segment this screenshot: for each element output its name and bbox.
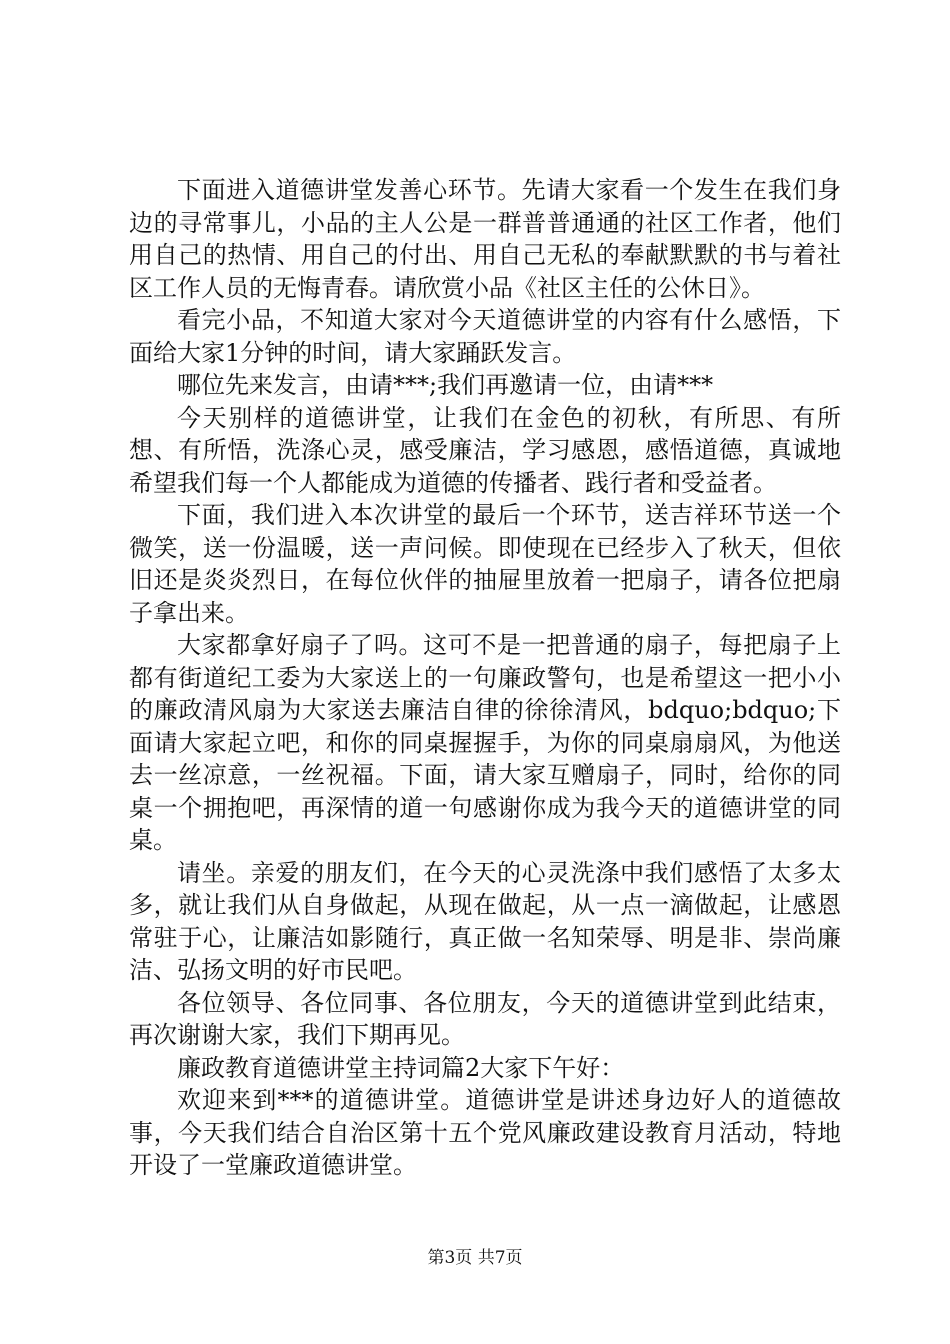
paragraph: 请坐。亲爱的朋友们，在今天的心灵洗涤中我们感悟了太多太多，就让我们从自身做起，从现在做起，从一点一滴做起，让感恩常驻于心，让廉洁如影随行，真正做一名知荣辱、明是非、崇尚廉洁、弘扬文明的好市民吧。 xyxy=(129,858,841,984)
paragraph: 下面，我们进入本次讲堂的最后一个环节，送吉祥环节送一个微笑，送一份温暖，送一声问候。即使现在已经步入了秋天，但依旧还是炎炎烈日，在每位伙伴的抽屉里放着一把扇子，请各位把扇子拿出来。 xyxy=(129,501,841,627)
paragraph: 看完小品，不知道大家对今天道德讲堂的内容有什么感悟，下面给大家1分钟的时间，请大家踊跃发言。 xyxy=(129,306,841,367)
paragraph: 廉政教育道德讲堂主持词篇2大家下午好： xyxy=(177,1053,625,1082)
paragraph: 欢迎来到***的道德讲堂。道德讲堂是讲述身边好人的道德故事，今天我们结合自治区第十五个党风廉政建设教育月活动，特地开设了一堂廉政道德讲堂。 xyxy=(129,1086,841,1179)
paragraph: 大家都拿好扇子了吗。这可不是一把普通的扇子，每把扇子上都有街道纪工委为大家送上的一句廉政警句，也是希望这一把小小的廉政清风扇为大家送去廉洁自律的徐徐清风，bdquo;bdquo;下面请大家起立吧，和你的同桌握握手，为你的同桌扇扇风，为他送去一丝凉意，一丝祝福。下面，请大家互赠扇子，同时，给你的同桌一个拥抱吧，再深情的道一句感谢你成为我今天的道德讲堂的同桌。 xyxy=(129,631,841,854)
paragraph: 哪位先来发言，由请***;我们再邀请一位，由请*** xyxy=(177,371,714,399)
paragraph: 各位领导、各位同事、各位朋友，今天的道德讲堂到此结束，再次谢谢大家，我们下期再见。 xyxy=(129,988,841,1049)
document-body xyxy=(129,174,841,1182)
paragraph: 今天别样的道德讲堂，让我们在金色的初秋，有所思、有所想、有所悟，洗涤心灵，感受廉洁，学习感恩，感悟道德，真诚地希望我们每一个人都能成为道德的传播者、践行者和受益者。 xyxy=(129,403,841,497)
paragraph: 下面进入道德讲堂发善心环节。先请大家看一个发生在我们身边的寻常事儿，小品的主人公是一群普普通通的社区工作者，他们用自己的热情、用自己的付出、用自己无私的奉献默默的书与着社区工作人员的无悔青春。请欣赏小品《社区主任的公休日》。 xyxy=(129,176,841,302)
page-number-footer: 第3页 共7页 xyxy=(427,1248,523,1268)
